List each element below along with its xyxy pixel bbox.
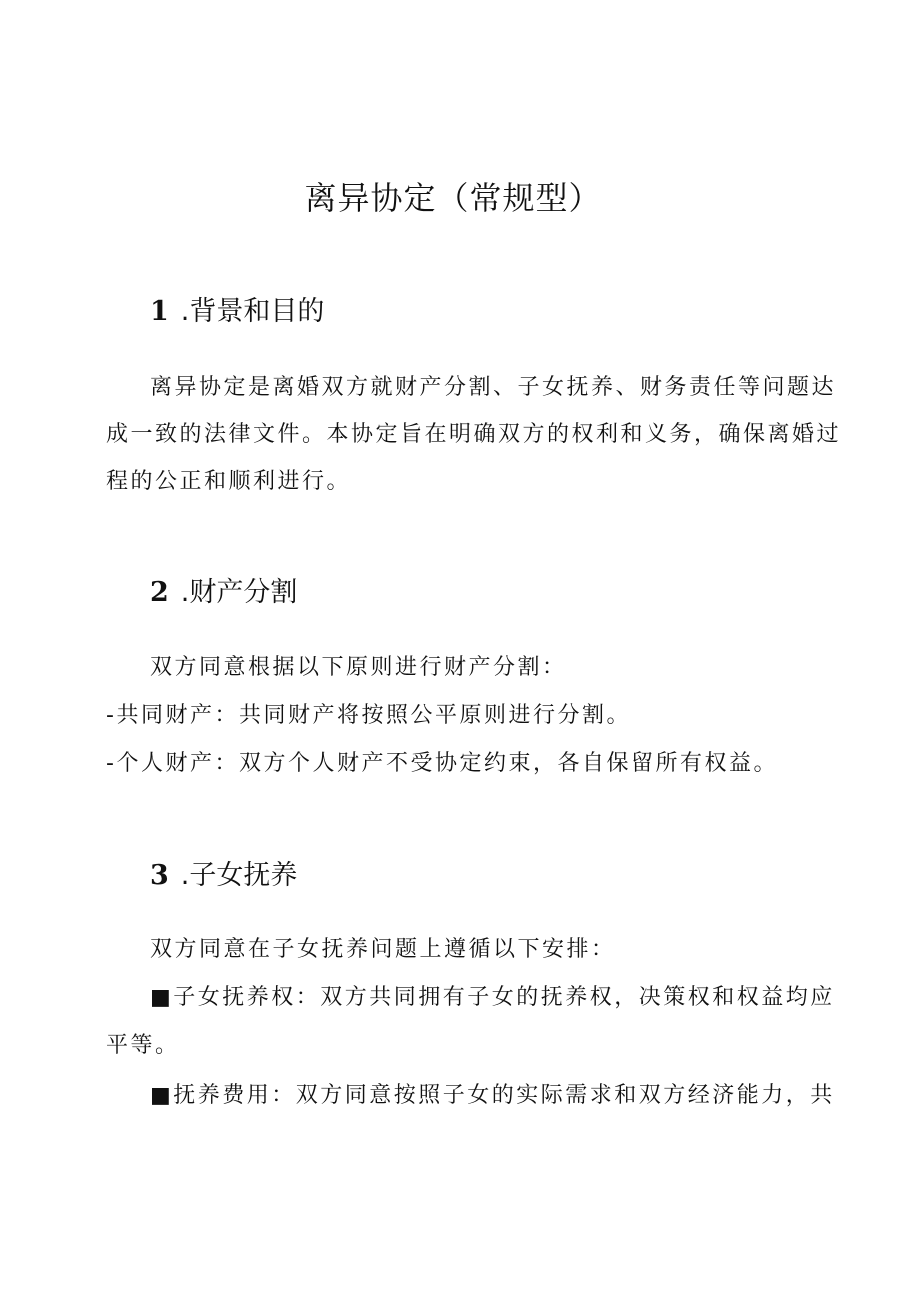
paragraph-line: 双方同意根据以下原则进行财产分割：	[150, 655, 567, 680]
section-title: .子女抚养	[180, 860, 298, 891]
paragraph-line: 程的公正和顺利进行。	[106, 469, 352, 494]
list-item: -共同财产：共同财产将按照公平原则进行分割。	[106, 703, 631, 728]
paragraph-line: 双方同意在子女抚养问题上遵循以下安排：	[150, 937, 616, 962]
section-number: 1	[150, 296, 169, 327]
section-number: 3	[150, 860, 169, 891]
paragraph-line: 离异协定是离婚双方就财产分割、子女抚养、财务责任等问题达	[150, 375, 837, 400]
document-title: 离异协定（常规型）	[304, 179, 602, 217]
section-title: .背景和目的	[180, 296, 325, 327]
section-heading-property	[150, 573, 297, 613]
section-number: 2	[150, 577, 169, 608]
section-title: .财产分割	[180, 577, 298, 608]
section-heading-background	[150, 292, 324, 332]
list-item-continuation: 平等。	[106, 1033, 180, 1058]
list-item: ■子女抚养权：双方共同拥有子女的抚养权，决策权和权益均应	[150, 985, 835, 1010]
section-heading-child-custody	[150, 856, 297, 896]
list-item: -个人财产：双方个人财产不受协定约束，各自保留所有权益。	[106, 751, 778, 776]
list-item: ■抚养费用：双方同意按照子女的实际需求和双方经济能力，共	[150, 1083, 835, 1108]
paragraph-line: 成一致的法律文件。本协定旨在明确双方的权利和义务，确保离婚过	[106, 422, 842, 447]
